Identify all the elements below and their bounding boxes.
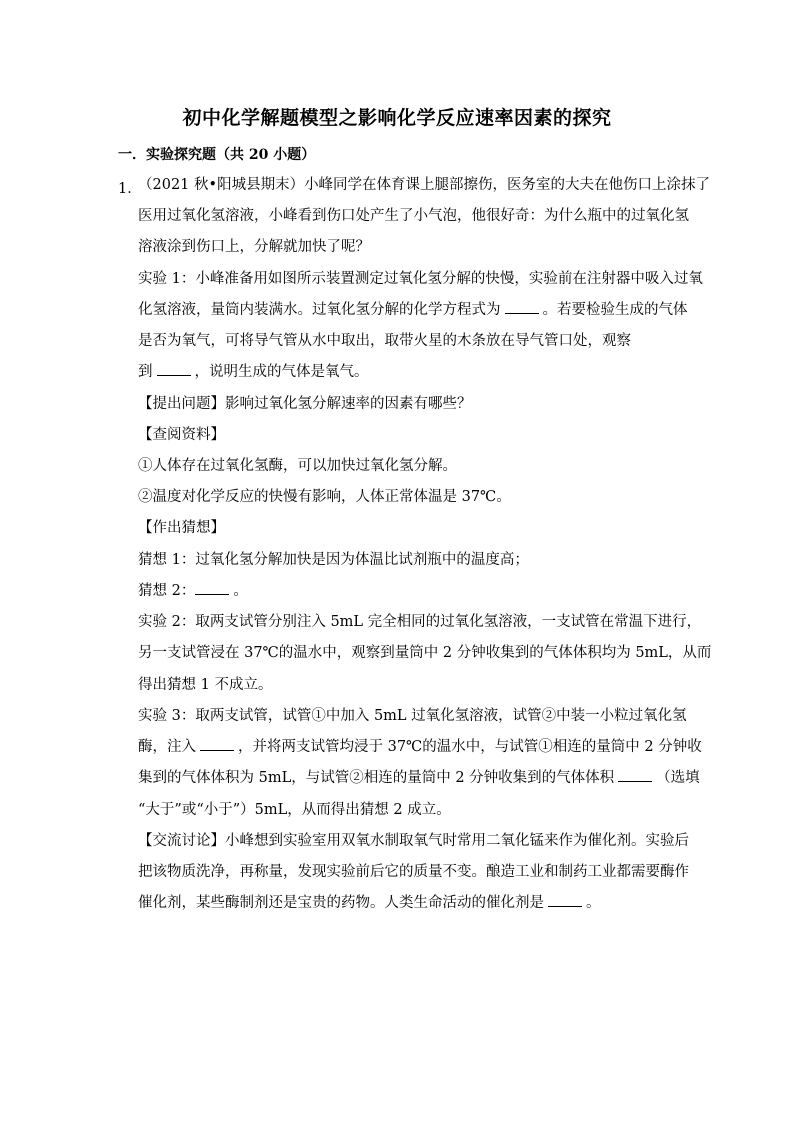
discussion-line-3: 催化剂，某些酶制剂还是宝贵的药物。人类生命活动的催化剂是 。	[138, 888, 601, 918]
experiment-2-line-1: 实验 2：取两支试管分别注入 5mL 完全相同的过氧化氢溶液，一支试管在常温下进行，	[138, 614, 702, 630]
experiment-1-line-1: 实验 1：小峰准备用如图所示装置测定过氧化氢分解的快慢，实验前在注射器中吸入过氧	[138, 271, 703, 287]
answer-blank-3[interactable]	[195, 580, 229, 595]
section-heading: 一．实验探究题（共 20 小题）	[118, 147, 316, 163]
hypothesis-2: 猜想 2： 。	[138, 576, 248, 606]
answer-blank-5[interactable]	[618, 767, 652, 782]
experiment-3-line-1: 实验 3：取两支试管，试管①中加入 5mL 过氧化氢溶液，试管②中装一小粒过氧化氢	[138, 708, 687, 724]
experiment-2-line-2: 另一支试管浸在 37℃的温水中，观察到量筒中 2 分钟收集到的气体体积均为 5mL，从而	[138, 645, 712, 661]
experiment-3-line-4: “大于”或“小于”）5mL，从而得出猜想 2 成立。	[138, 802, 451, 818]
experiment-1-line-2: 化氢溶液，量筒内装满水。过氧化氢分解的化学方程式为 。若要检验生成的气体	[138, 295, 688, 325]
experiment-1-line-3: 是否为氧气，可将导气管从水中取出，取带火星的木条放在导气管口处，观察	[138, 333, 631, 349]
answer-blank-1[interactable]	[505, 299, 539, 314]
answer-blank-4[interactable]	[200, 736, 234, 751]
experiment-2-line-3: 得出猜想 1 不成立。	[138, 677, 273, 693]
experiment-3-line-3: 集到的气体体积为 5mL，与试管②相连的量筒中 2 分钟收集到的气体体积 （选填	[138, 763, 700, 793]
question-line-1: （2021 秋•阳城县期末）小峰同学在体育课上腿部擦伤，医务室的大夫在他伤口上涂抹了	[138, 177, 711, 193]
experiment-1-line-4: 到 ，说明生成的气体是氧气。	[138, 357, 369, 387]
consult-materials-heading: 【查阅资料】	[138, 427, 225, 443]
experiment-3-line-2: 酶，注入 ，并将两支试管均浸于 37℃的温水中，与试管①相连的量筒中 2 分钟收	[138, 732, 702, 762]
material-1: ①人体存在过氧化氢酶，可以加快过氧化氢分解。	[138, 458, 457, 474]
discussion-line-2: 把该物质洗净，再称量，发现实验前后它的质量不变。酿造工业和制药工业都需要酶作	[138, 864, 689, 880]
question-line-2: 医用过氧化氢溶液，小峰看到伤口处产生了小气泡，他很好奇：为什么瓶中的过氧化氢	[138, 208, 689, 224]
material-2: ②温度对化学反应的快慢有影响，人体正常体温是 37℃。	[138, 489, 511, 505]
hypothesis-1: 猜想 1：过氧化氢分解加快是因为体温比试剂瓶中的温度高；	[138, 552, 529, 568]
page-title: 初中化学解题模型之影响化学反应速率因素的探究	[182, 107, 612, 129]
question-number: 1．	[118, 181, 142, 197]
question-line-3: 溶液涂到伤口上，分解就加快了呢？	[138, 239, 370, 255]
raise-question: 【提出问题】影响过氧化氢分解速率的因素有哪些？	[138, 396, 472, 412]
answer-blank-6[interactable]	[548, 892, 582, 907]
discussion-line-1: 【交流讨论】小峰想到实验室用双氧水制取氧气时常用二氧化锰来作为催化剂。实验后	[138, 833, 689, 849]
hypothesis-heading: 【作出猜想】	[138, 520, 225, 536]
answer-blank-2[interactable]	[157, 361, 191, 376]
